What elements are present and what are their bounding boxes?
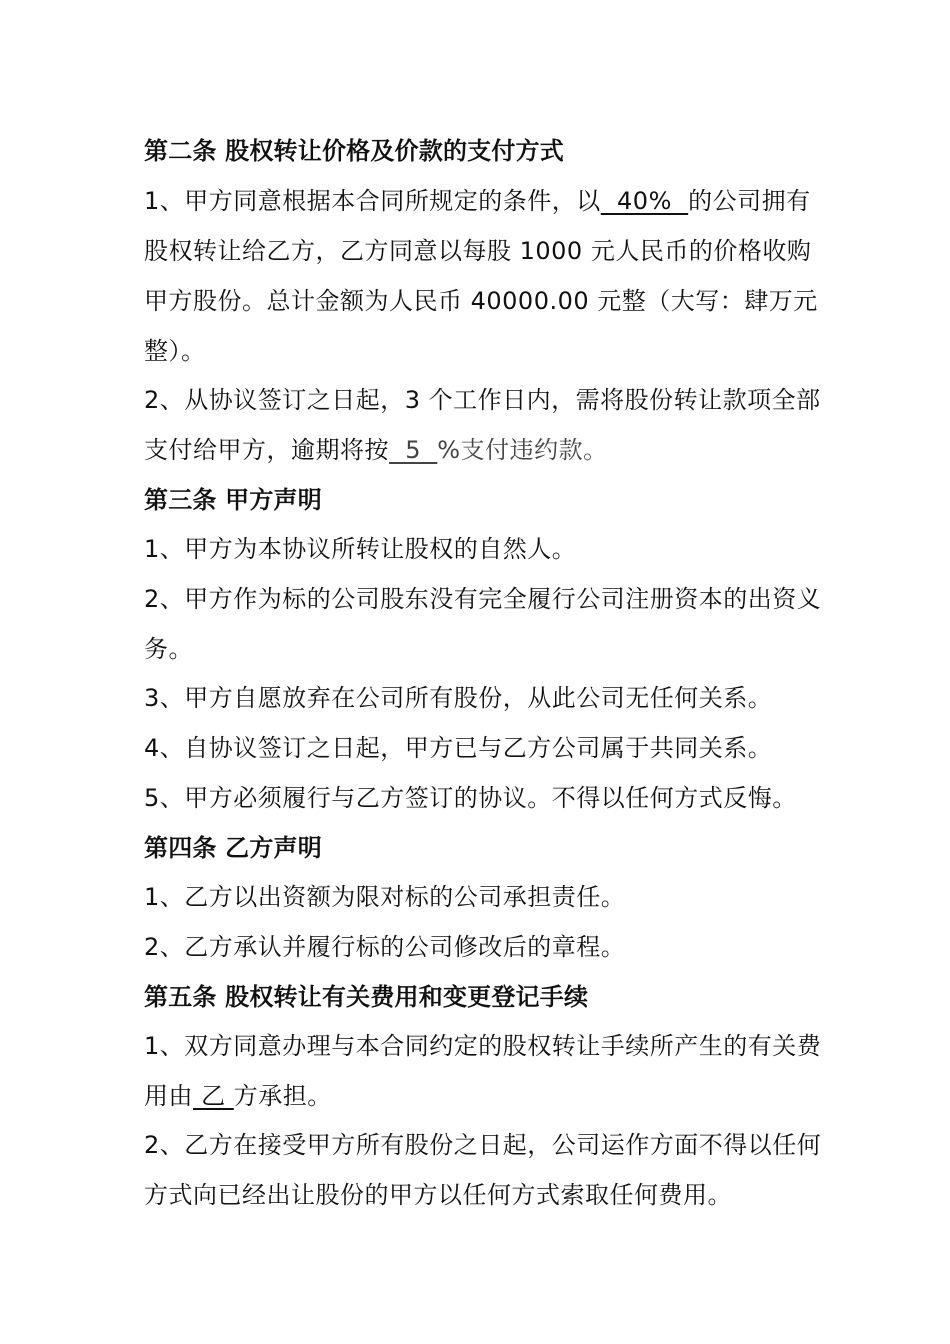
percentage-blank: 40%	[600, 187, 689, 215]
article-4-clause-2: 2、乙方承认并履行标的公司修改后的章程。	[144, 933, 626, 961]
article-3-clause-2-line-1: 2、甲方作为标的公司股东没有完全履行公司注册资本的出资义	[144, 585, 822, 613]
article-3-clause-2-line-2: 务。	[144, 635, 193, 663]
article-5-clause-2-line-1: 2、乙方在接受甲方所有股份之日起，公司运作方面不得以任何	[144, 1131, 822, 1159]
article-3-clause-4: 4、自协议签订之日起，甲方已与乙方公司属于共同关系。	[144, 734, 773, 762]
article-3-clause-1: 1、甲方为本协议所转让股权的自然人。	[144, 535, 577, 563]
article-3-clause-5: 5、甲方必须履行与乙方签订的协议。不得以任何方式反悔。	[144, 784, 797, 812]
text-segment: 方承担。	[233, 1082, 332, 1110]
article-5-clause-1-line-1: 1、双方同意办理与本合同约定的股权转让手续所产生的有关费	[144, 1032, 822, 1060]
text-segment: 用由	[144, 1082, 193, 1110]
article-2-clause-1-line-3: 甲方股份。总计金额为人民币 40000.00 元整（大写：肆万元	[144, 287, 818, 315]
text-segment: 1、甲方同意根据本合同所规定的条件，以	[144, 187, 601, 215]
party-blank: 乙	[193, 1082, 234, 1110]
article-2-clause-1-line-1	[144, 184, 814, 218]
text-segment: 的公司拥有	[688, 187, 811, 215]
text-segment: %支付违约款。	[437, 436, 608, 464]
article-2-heading: 第二条 股权转让价格及价款的支付方式	[144, 137, 564, 165]
text-segment: 支付给甲方，逾期将按	[144, 436, 389, 464]
article-5-clause-2-line-2: 方式向已经出让股份的甲方以任何方式索取任何费用。	[144, 1181, 732, 1209]
article-5-heading: 第五条 股权转让有关费用和变更登记手续	[144, 983, 589, 1011]
article-2-clause-1-line-2: 股权转让给乙方，乙方同意以每股 1000 元人民币的价格收购	[144, 237, 812, 265]
article-4-heading: 第四条 乙方声明	[144, 834, 322, 862]
penalty-rate-blank: 5	[389, 436, 438, 464]
article-5-clause-1-line-2	[144, 1079, 814, 1113]
article-2-clause-2-line-2	[144, 433, 814, 467]
article-2-clause-2-line-1: 2、从协议签订之日起，3 个工作日内，需将股份转让款项全部	[144, 386, 821, 414]
article-2-clause-1-line-4: 整）。	[144, 337, 206, 365]
article-3-clause-3: 3、甲方自愿放弃在公司所有股份，从此公司无任何关系。	[144, 684, 773, 712]
article-3-heading: 第三条 甲方声明	[144, 486, 322, 514]
article-4-clause-1: 1、乙方以出资额为限对标的公司承担责任。	[144, 883, 626, 911]
